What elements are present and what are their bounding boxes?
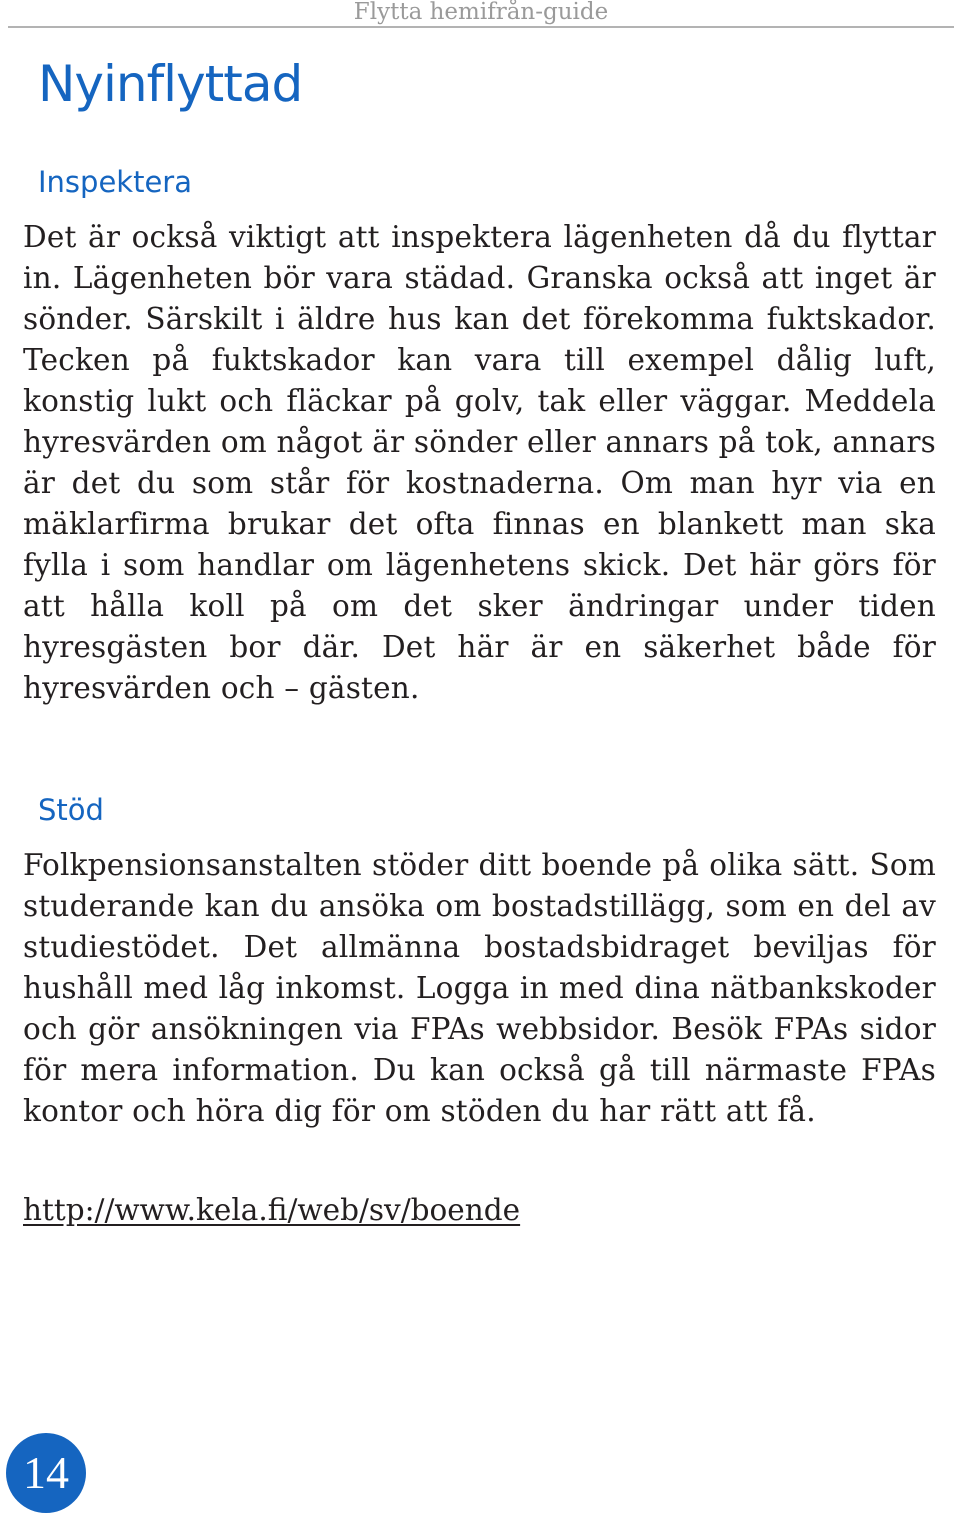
- paragraph-stod: Folkpensionsanstalten stöder ditt boende på olika sätt. Som studerande kan du ansöka om bostadstillägg, som en del av studiestödet. Det allmänna bostadsbidraget beviljas för hushåll med låg inkomst. Logga in med dina nätbankskoder och gör ansökningen via FPAs webbsidor. Besök FPAs sidor för mera information. Du kan också gå till närmaste FPAs kontor och höra dig för om stöden du har rätt att få.: [23, 848, 936, 1128]
- section-heading-stod: Stöd: [38, 793, 104, 827]
- page-title: Nyinflyttad: [38, 55, 303, 113]
- paragraph-inspektera: Det är också viktigt att inspektera lägenheten då du flyttar in. Lägenheten bör vara städad. Granska också att inget är sönder. Särskilt i äldre hus kan det förekomma fuktskador. Tecken på fuktskador kan vara till exempel dålig luft, konstig lukt och fläckar på golv, tak eller väggar. Meddela hyresvärden om något är sönder eller annars på tok, annars är det du som står för kostnaderna. Om man hyr via en mäklarfirma brukar det ofta finnas en blankett man ska fylla i som handlar om lägenhetens skick. Det här görs för att hålla koll på om det sker ändringar under tiden hyresgästen bor där. Det här är en säkerhet både för hyresvärden och – gästen.: [23, 220, 936, 705]
- running-header: [8, 0, 954, 28]
- section-heading-inspektera: Inspektera: [38, 165, 192, 199]
- kela-boende-link[interactable]: http://www.kela.fi/web/sv/boende: [23, 1193, 521, 1227]
- running-header-title: Flytta hemifrån-guide: [353, 0, 609, 25]
- page-number-badge: 14: [6, 1433, 86, 1513]
